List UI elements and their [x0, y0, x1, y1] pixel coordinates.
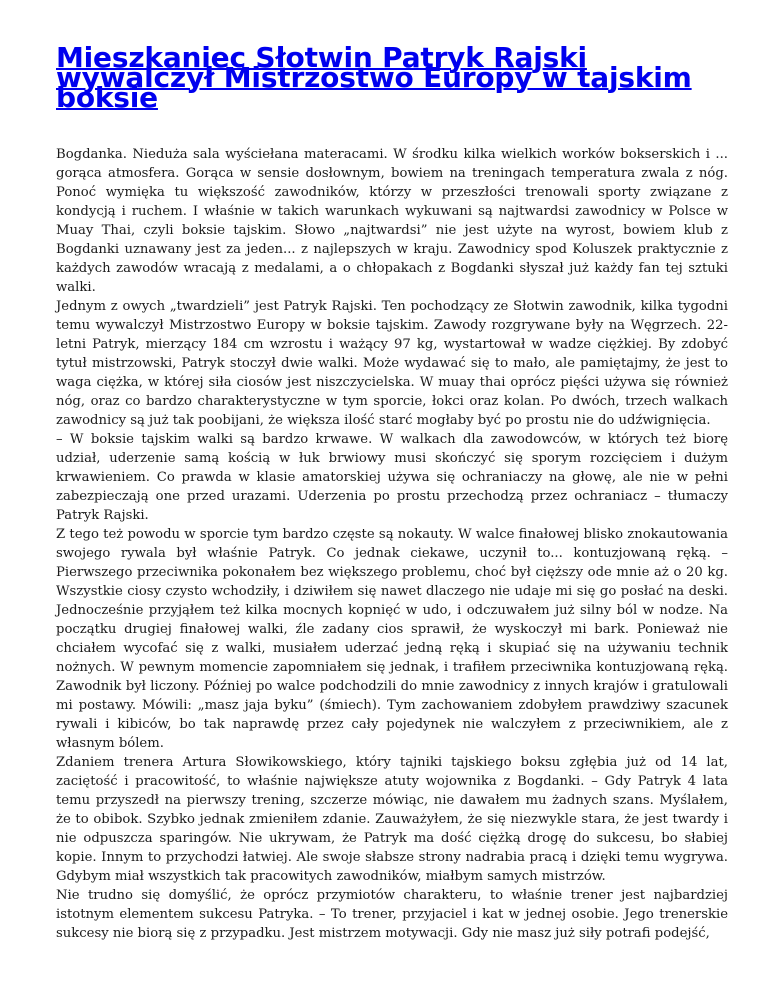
article-paragraph: Zdaniem trenera Artura Słowikowskiego, który tajniki tajskiego boksu zgłębia już od 14 lat, zaciętość i pracowitość, to właśnie największe atuty wojownika z Bogdanki. – Gdy Patryk 4 lata temu przyszedł na pierwszy trening, szczerze mówiąc, nie dawałem mu żadnych szans. Myślałem, że to obibok. Szybko jednak zmieniłem zdanie. Zauważyłem, że się niezwykle stara, że jest twardy i nie odpuszcza sparingów. Nie ukrywam, że Patryk ma dość ciężką drogę do sukcesu, bo słabiej kopie. Innym to przychodzi łatwiej. Ale swoje słabsze strony nadrabia pracą i dzięki temu wygrywa. Gdybym miał wszystkich tak pracowitych zawodników, miałbym samych mistrzów.	[56, 755, 728, 884]
article-paragraph: Nie trudno się domyślić, że oprócz przymiotów charakteru, to właśnie trener jest najbardziej istotnym elementem sukcesu Patryka. – To trener, przyjaciel i kat w jednej osobie. Jego trenerskie sukcesy nie biorą się z przypadku. Jest mistrzem motywacji. Gdy nie masz już siły potrafi podejść,	[56, 888, 728, 941]
article-paragraph: Jednym z owych „twardzieli” jest Patryk Rajski. Ten pochodzący ze Słotwin zawodnik, kilka tygodni temu wywalczył Mistrzostwo Europy w boksie tajskim. Zawody rozgrywane były na Węgrzech. 22-letni Patryk, mierzący 184 cm wzrostu i ważący 97 kg, wystartował w wadze ciężkiej. By zdobyć tytuł mistrzowski, Patryk stoczył dwie walki. Może wydawać się to mało, ale pamiętajmy, że jest to waga ciężka, w której siła ciosów jest niszczycielska. W muay thai oprócz pięści używa się również nóg, oraz co bardzo charakterystyczne w tym sporcie, łokci oraz kolan. Po dwóch, trzech walkach zawodnicy są już tak poobijani, że większa ilość starć mogłaby być po prostu nie do udźwignięcia.	[56, 299, 728, 428]
article-paragraph: Bogdanka. Nieduża sala wyściełana materacami. W środku kilka wielkich worków bokserskich i ... gorąca atmosfera. Gorąca w sensie dosłownym, bowiem na treningach temperatura zwala z nóg. Ponoć wymięka tu większość zawodników, którzy w przeszłości trenowali sporty związane z kondycją i ruchem. I właśnie w takich warunkach wykuwani są najtwardsi zawodnicy w Polsce w Muay Thai, czyli boksie tajskim. Słowo „najtwardsi” nie jest użyte na wyrost, bowiem klub z Bogdanki uznawany jest za jeden... z najlepszych w kraju. Zawodnicy spod Koluszek praktycznie z każdych zawodów wracają z medalami, a o chłopakach z Bogdanki słyszał już każdy fan tej sztuki walki.	[56, 147, 728, 295]
article-title	[56, 41, 728, 114]
article-paragraph: Z tego też powodu w sporcie tym bardzo częste są nokauty. W walce finałowej blisko znokautowania swojego rywala był właśnie Patryk. Co jednak ciekawe, uczynił to... kontuzjowaną ręką. – Pierwszego przeciwnika pokonałem bez większego problemu, choć był cięższy ode mnie aż o 20 kg. Wszystkie ciosy czysto wchodziły, i dziwiłem się nawet dlaczego nie udaje mi się go posłać na deski. Jednocześnie przyjąłem też kilka mocnych kopnięć w udo, i odczuwałem już silny ból w nodze. Na początku drugiej finałowej walki, źle zadany cios sprawił, że wyskoczył mi bark. Ponieważ nie chciałem wycofać się z walki, musiałem uderzać jedną ręką i skupiać się na używaniu technik nożnych. W pewnym momencie zapomniałem się jednak, i trafiłem przeciwnika kontuzjowaną ręką. Zawodnik był liczony. Później po walce podchodzili do mnie zawodnicy z innych krajów i gratulowali mi postawy. Mówili: „masz jaja byku” (śmiech). Tym zachowaniem zdobyłem prawdziwy szacunek rywali i kibiców, bo tak naprawdę przez cały pojedynek nie walczyłem z przeciwnikiem, ale z własnym bólem.	[56, 527, 728, 751]
article-body	[56, 145, 728, 943]
article-paragraph: – W boksie tajskim walki są bardzo krwawe. W walkach dla zawodowców, w których też biorę udział, uderzenie samą kością w łuk brwiowy musi skończyć się sporym rozcięciem i dużym krwawieniem. Co prawda w klasie amatorskiej używa się ochraniaczy na głowę, ale nie w pełni zabezpieczają one przed urazami. Uderzenia po prostu przechodzą przez ochraniacz – tłumaczy Patryk Rajski.	[56, 432, 728, 523]
article-title-link[interactable]: Mieszkaniec Słotwin Patryk Rajski wywalczył Mistrzostwo Europy w tajskim boksie	[56, 41, 692, 114]
article	[56, 41, 728, 943]
